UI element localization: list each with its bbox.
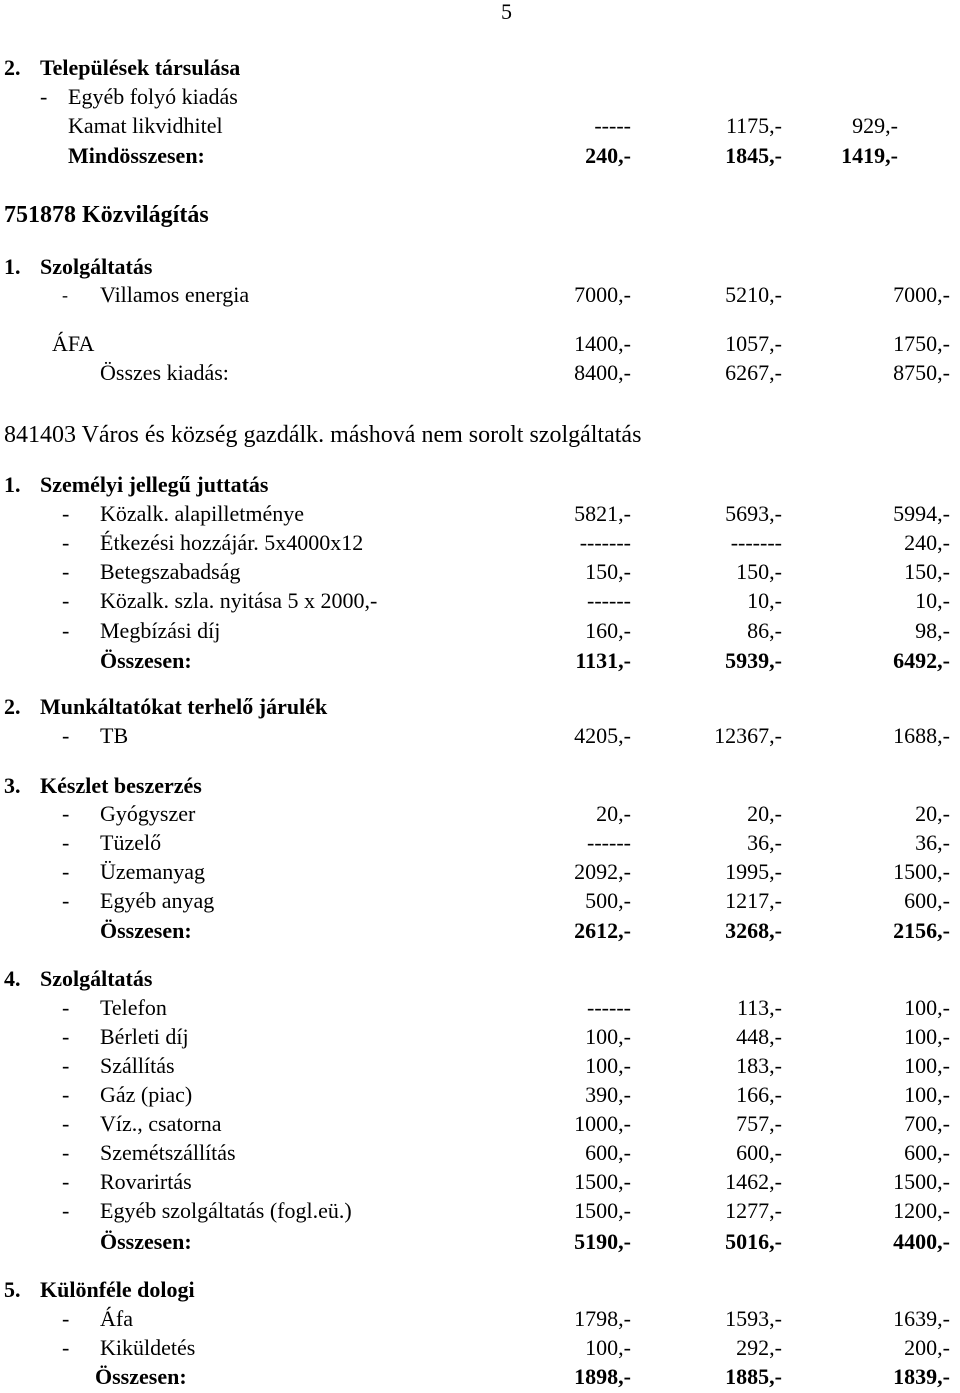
row-label: Rovarirtás <box>100 1169 192 1194</box>
group-title-text: Szolgáltatás <box>40 254 153 279</box>
value-col-1: 150,- <box>585 559 631 584</box>
row-label: Étkezési hozzájár. 5x4000x12 <box>100 530 364 555</box>
value-col-1: 100,- <box>585 1335 631 1360</box>
value-col-2: 1593,- <box>725 1306 782 1331</box>
value-col-2: 36,- <box>747 830 782 855</box>
group-title-text: Személyi jellegű juttatás <box>40 472 269 497</box>
value-col-2: 86,- <box>747 618 782 643</box>
row-label: Közalk. alapilletménye <box>100 501 305 526</box>
value-col-3: 1500,- <box>893 859 950 884</box>
value-col-2: 5016,- <box>725 1229 782 1254</box>
value-col-3: 200,- <box>904 1335 950 1360</box>
value-col-1: 500,- <box>585 888 631 913</box>
total-row <box>0 142 960 170</box>
group-number: 5. <box>4 1277 21 1302</box>
row-label: Mindösszesen: <box>68 143 205 168</box>
section-heading-kozvilagitas <box>0 201 960 229</box>
dash: - <box>62 859 70 884</box>
dash: - <box>62 1111 70 1136</box>
group-title <box>0 965 960 993</box>
value-col-3: 929,- <box>852 113 898 138</box>
value-col-2: 166,- <box>736 1082 782 1107</box>
value-col-3: 100,- <box>904 1024 950 1049</box>
value-col-2: 5693,- <box>725 501 782 526</box>
group-title <box>0 253 960 281</box>
table-row <box>0 330 960 358</box>
value-col-3: 98,- <box>915 618 950 643</box>
value-col-1: ------ <box>587 830 631 855</box>
value-col-1: ------- <box>579 530 631 555</box>
value-col-3: 36,- <box>915 830 950 855</box>
value-col-1: 1500,- <box>574 1169 631 1194</box>
dash: - <box>62 888 70 913</box>
value-col-3: 100,- <box>904 995 950 1020</box>
value-col-2: 12367,- <box>714 723 782 748</box>
value-col-3: 1639,- <box>893 1306 950 1331</box>
value-col-2: 1995,- <box>725 859 782 884</box>
value-col-3: 1839,- <box>893 1364 950 1389</box>
value-col-2: 113,- <box>736 995 782 1020</box>
group-title <box>0 1276 960 1304</box>
value-col-1: ------ <box>587 588 631 613</box>
dash: - <box>62 1198 70 1223</box>
value-col-3: 240,- <box>904 530 950 555</box>
section-number: 2. <box>4 55 21 80</box>
table-row <box>0 617 960 645</box>
value-col-2: 600,- <box>736 1140 782 1165</box>
section-title-tarsulas <box>0 54 960 82</box>
value-col-1: 1898,- <box>574 1364 631 1389</box>
dash: - <box>62 618 70 643</box>
value-col-2: 5939,- <box>725 648 782 673</box>
value-col-2: 1885,- <box>725 1364 782 1389</box>
value-col-1: ----- <box>594 113 631 138</box>
value-col-1: 1131,- <box>575 648 631 673</box>
value-col-2: 1277,- <box>725 1198 782 1223</box>
row-label: Összesen: <box>100 648 192 673</box>
value-col-3: 6492,- <box>893 648 950 673</box>
group-number: 2. <box>4 694 21 719</box>
row-label: Betegszabadság <box>100 559 241 584</box>
value-col-3: 100,- <box>904 1053 950 1078</box>
value-col-2: ------- <box>730 530 782 555</box>
table-row <box>0 722 960 750</box>
dash: - <box>62 995 70 1020</box>
value-col-1: 240,- <box>585 143 631 168</box>
value-col-3: 150,- <box>904 559 950 584</box>
table-row <box>0 558 960 586</box>
table-row <box>0 1139 960 1167</box>
value-col-3: 20,- <box>915 801 950 826</box>
dash: - <box>62 1335 70 1360</box>
group-title <box>0 693 960 721</box>
table-row <box>0 1110 960 1138</box>
value-col-3: 2156,- <box>893 918 950 943</box>
value-col-1: 1798,- <box>574 1306 631 1331</box>
total-row <box>0 647 960 675</box>
dash: - <box>62 1024 70 1049</box>
value-col-2: 5210,- <box>725 282 782 307</box>
value-col-3: 600,- <box>904 1140 950 1165</box>
group-number: 1. <box>4 472 21 497</box>
value-col-3: 1200,- <box>893 1198 950 1223</box>
value-col-3: 7000,- <box>893 282 950 307</box>
value-col-1: 390,- <box>585 1082 631 1107</box>
table-row <box>0 281 960 309</box>
group-title-text: Különféle dologi <box>40 1277 195 1302</box>
value-col-1: 7000,- <box>574 282 631 307</box>
row-label: Közalk. szla. nyitása 5 x 2000,- <box>100 588 378 613</box>
group-title-text: Szolgáltatás <box>40 966 153 991</box>
dash: - <box>62 559 70 584</box>
section-title: Települések társulása <box>40 55 241 80</box>
value-col-2: 1845,- <box>725 143 782 168</box>
table-row <box>0 1023 960 1051</box>
row-label: Kamat likvidhitel <box>68 113 223 138</box>
value-col-1: 2092,- <box>574 859 631 884</box>
value-col-2: 150,- <box>736 559 782 584</box>
group-title <box>0 772 960 800</box>
value-col-2: 3268,- <box>725 918 782 943</box>
row-label: Tüzelő <box>100 830 162 855</box>
value-col-3: 10,- <box>915 588 950 613</box>
table-row <box>0 587 960 615</box>
dash: - <box>62 1169 70 1194</box>
total-row <box>0 1228 960 1256</box>
value-col-3: 1688,- <box>893 723 950 748</box>
value-col-2: 20,- <box>747 801 782 826</box>
row-label: TB <box>100 723 129 748</box>
table-row <box>0 529 960 557</box>
group-title-text: Készlet beszerzés <box>40 773 202 798</box>
row-label: Gyógyszer <box>100 801 196 826</box>
group-number: 1. <box>4 254 21 279</box>
value-col-2: 1462,- <box>725 1169 782 1194</box>
table-row <box>0 112 960 140</box>
dash: - <box>62 588 70 613</box>
dash: - <box>62 830 70 855</box>
subheading: Egyéb folyó kiadás <box>68 84 238 109</box>
value-col-1: 100,- <box>585 1024 631 1049</box>
value-col-1: 2612,- <box>574 918 631 943</box>
value-col-3: 8750,- <box>893 360 950 385</box>
value-col-1: 1400,- <box>574 331 631 356</box>
value-col-2: 292,- <box>736 1335 782 1360</box>
value-col-3: 5994,- <box>893 501 950 526</box>
dash: - <box>62 285 68 305</box>
group-title <box>0 471 960 499</box>
row-label: Villamos energia <box>100 282 250 307</box>
row-label: ÁFA <box>52 331 95 356</box>
value-col-3: 1750,- <box>893 331 950 356</box>
row-label: Egyéb szolgáltatás (fogl.eü.) <box>100 1198 352 1223</box>
dash: - <box>62 501 70 526</box>
value-col-2: 1217,- <box>725 888 782 913</box>
table-row <box>0 994 960 1022</box>
row-label: Megbízási díj <box>100 618 221 643</box>
value-col-2: 10,- <box>747 588 782 613</box>
value-col-3: 4400,- <box>893 1229 950 1254</box>
page-number: 5 <box>501 0 512 24</box>
dash: - <box>40 84 48 109</box>
table-row <box>0 887 960 915</box>
table-row <box>0 1081 960 1109</box>
row-label: Összesen: <box>100 1229 192 1254</box>
value-col-1: 20,- <box>596 801 631 826</box>
group-number: 4. <box>4 966 21 991</box>
table-row <box>0 1305 960 1333</box>
table-row <box>0 800 960 828</box>
row-label: Víz., csatorna <box>100 1111 222 1136</box>
row-label: Bérleti díj <box>100 1024 189 1049</box>
table-row <box>0 500 960 528</box>
row-label: Összesen: <box>100 918 192 943</box>
total-row <box>0 1363 960 1391</box>
value-col-3: 600,- <box>904 888 950 913</box>
row-label: Összes kiadás: <box>100 360 229 385</box>
value-col-2: 757,- <box>736 1111 782 1136</box>
row-label: Szemétszállítás <box>100 1140 236 1165</box>
table-row <box>0 1334 960 1362</box>
value-col-1: 5821,- <box>574 501 631 526</box>
group-number: 3. <box>4 773 21 798</box>
row-label: Összesen: <box>95 1364 187 1389</box>
value-col-1: 600,- <box>585 1140 631 1165</box>
value-col-3: 1500,- <box>893 1169 950 1194</box>
row-label: Gáz (piac) <box>100 1082 193 1107</box>
table-row <box>0 1168 960 1196</box>
value-col-2: 183,- <box>736 1053 782 1078</box>
value-col-1: 5190,- <box>574 1229 631 1254</box>
dash: - <box>62 1306 70 1331</box>
value-col-2: 448,- <box>736 1024 782 1049</box>
value-col-3: 700,- <box>904 1111 950 1136</box>
value-col-1: ------ <box>587 995 631 1020</box>
value-col-3: 1419,- <box>841 143 898 168</box>
row-label: Áfa <box>100 1306 133 1331</box>
table-row <box>0 1052 960 1080</box>
value-col-2: 1057,- <box>725 331 782 356</box>
section-heading: 751878 Közvilágítás <box>4 202 209 228</box>
row-label: Kiküldetés <box>100 1335 196 1360</box>
value-col-1: 160,- <box>585 618 631 643</box>
section-heading: 841403 Város és község gazdálk. máshová nem sorolt szolgáltatás <box>4 422 642 448</box>
value-col-1: 1500,- <box>574 1198 631 1223</box>
table-row <box>0 858 960 886</box>
total-row <box>0 917 960 945</box>
row-label: Üzemanyag <box>100 859 206 884</box>
row-label: Szállítás <box>100 1053 175 1078</box>
value-col-2: 6267,- <box>725 360 782 385</box>
total-row <box>0 359 960 387</box>
row-label: Egyéb anyag <box>100 888 215 913</box>
dash: - <box>62 1140 70 1165</box>
subheading-row <box>0 83 960 111</box>
dash: - <box>62 1082 70 1107</box>
value-col-1: 8400,- <box>574 360 631 385</box>
value-col-2: 1175,- <box>725 113 782 138</box>
value-col-3: 100,- <box>904 1082 950 1107</box>
value-col-1: 100,- <box>585 1053 631 1078</box>
group-title-text: Munkáltatókat terhelő járulék <box>40 694 328 719</box>
dash: - <box>62 801 70 826</box>
value-col-1: 4205,- <box>574 723 631 748</box>
dash: - <box>62 530 70 555</box>
dash: - <box>62 723 70 748</box>
table-row <box>0 1197 960 1225</box>
row-label: Telefon <box>100 995 167 1020</box>
section-heading-varos <box>0 421 960 449</box>
dash: - <box>62 1053 70 1078</box>
value-col-1: 1000,- <box>574 1111 631 1136</box>
table-row <box>0 829 960 857</box>
